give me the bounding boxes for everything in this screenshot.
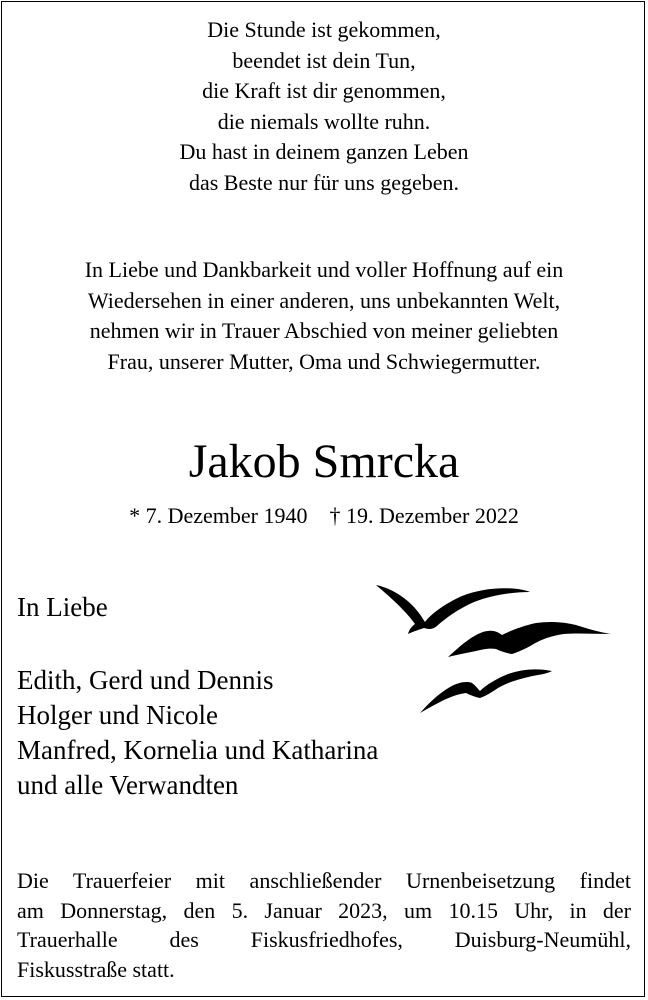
birth-date: * 7. Dezember 1940 [129,503,308,528]
poem-line: Du hast in deinem ganzen Leben [179,139,469,164]
poem-line: beendet ist dein Tun, [232,47,416,73]
mourners-list [17,663,378,803]
life-dates [0,501,648,531]
flying-birds-icon [372,578,616,720]
signoff-greeting: In Liebe [17,592,108,622]
mourner-line: Holger und Nicole [17,700,218,730]
poem-line: die Kraft ist dir genommen, [202,78,446,103]
poem-line: das Beste nur für uns gegeben. [188,169,460,195]
poem-line: Die Stunde ist gekommen, [207,17,441,42]
bird-icon [448,622,611,657]
service-line: am Donnerstag, den 5. Januar 2023, um 10.15 Uhr, in der [17,897,631,923]
poem-line: die niemals wollte ruhn. [217,108,431,134]
service-line: Trauerhalle des Fiskusfriedhofes, Duisburg-Neumühl, [17,927,631,952]
death-date: † 19. Dezember 2022 [329,503,519,528]
service-line: Fiskusstraße statt. [17,956,175,982]
mourner-line: und alle Verwandten [17,770,239,800]
farewell-text [0,255,648,377]
deceased-name: Jakob Smrcka [188,435,460,488]
farewell-line: In Liebe und Dankbarkeit und voller Hoffnung auf ein [84,257,564,282]
mourner-line: Edith, Gerd und Dennis [17,665,274,695]
memorial-poem [0,15,648,198]
farewell-line: Wiedersehen in einer anderen, uns unbekannten Welt, [87,287,561,313]
farewell-line: nehmen wir in Trauer Abschied von meiner geliebten [89,318,559,343]
bird-icon [376,585,530,634]
farewell-line: Frau, unserer Mutter, Oma und Schwiegermutter. [107,348,541,374]
funeral-service-info [17,866,631,984]
bird-icon [420,669,552,713]
mourner-line: Manfred, Kornelia und Katharina [17,735,379,765]
service-line: Die Trauerfeier mit anschließender Urnenbeisetzung findet [17,868,631,893]
